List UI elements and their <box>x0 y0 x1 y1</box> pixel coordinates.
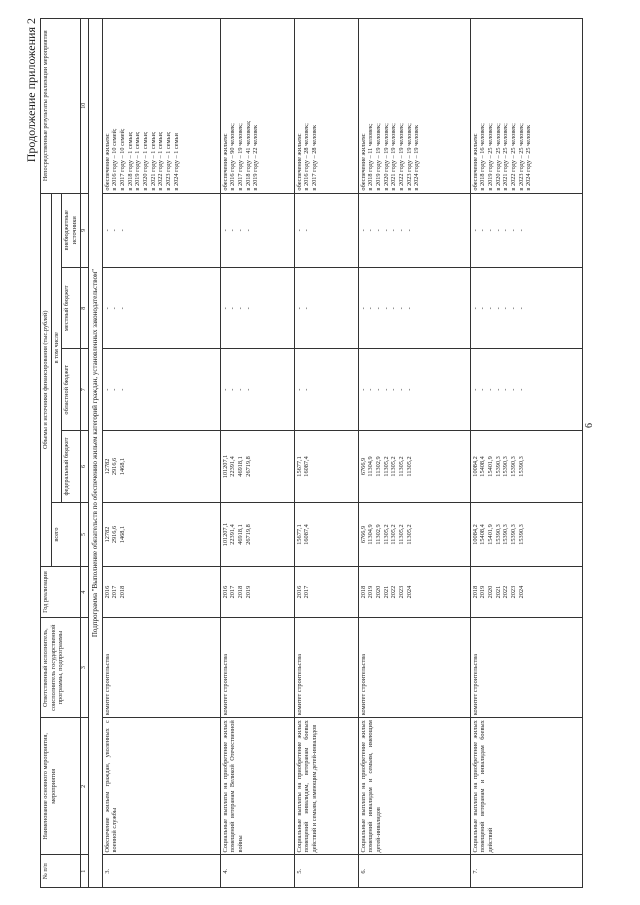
regional-value: - <box>359 388 367 391</box>
total-value: 101207,1 <box>221 522 229 547</box>
local-cell <box>294 268 358 349</box>
offbudget-value: - <box>390 229 398 232</box>
local-value: - <box>229 307 237 310</box>
result-line: обеспечение жильем: <box>471 133 479 191</box>
year-value: 2023 <box>509 585 517 599</box>
offbudget-value: - <box>479 229 487 232</box>
row-number: 4. <box>220 855 294 888</box>
total-value: 10084,2 <box>471 524 479 545</box>
results-cell <box>470 19 582 194</box>
federal-value: 11305,2 <box>390 456 398 477</box>
local-value: - <box>111 307 119 310</box>
year-value: 2018 <box>236 585 244 599</box>
year-value: 2019 <box>367 585 375 599</box>
offbudget-value: - <box>374 229 382 232</box>
total-value: 15390,3 <box>517 524 525 545</box>
federal-value: 26719,8 <box>244 456 252 477</box>
total-value: 11302,9 <box>374 524 382 545</box>
result-line: в 2020 году – 19 человек; <box>382 123 390 191</box>
federal-value: 15390,3 <box>517 456 525 477</box>
total-value: 46918,1 <box>236 524 244 545</box>
years-cell <box>294 566 358 617</box>
year-value: 2024 <box>517 585 525 599</box>
total-cell <box>470 503 582 567</box>
federal-value: 16087,4 <box>303 456 311 477</box>
federal-value: 11305,2 <box>405 456 413 477</box>
federal-value: 46918,1 <box>236 456 244 477</box>
offbudget-value: - <box>382 229 390 232</box>
result-line: в 2017 году – 19 человек; <box>236 123 244 191</box>
offbudget-value: - <box>236 229 244 232</box>
total-value: 2916,6 <box>111 525 119 544</box>
offbudget-value: - <box>118 229 126 232</box>
federal-value: 10084,2 <box>471 456 479 477</box>
regional-value: - <box>229 388 237 391</box>
table-row <box>358 19 470 888</box>
total-value: 15677,1 <box>295 524 303 545</box>
column-number: 5 <box>80 503 88 567</box>
header-local: местный бюджет <box>62 268 80 349</box>
table-row <box>102 19 220 888</box>
year-value: 2021 <box>494 585 502 599</box>
local-cell <box>220 268 294 349</box>
subprogram-row <box>89 19 103 888</box>
row-number: 6. <box>358 855 470 888</box>
federal-value: 11305,2 <box>382 456 390 477</box>
executor-name: комитет строительства <box>102 618 220 718</box>
offbudget-cell <box>102 193 220 268</box>
year-value: 2017 <box>229 585 237 599</box>
offbudget-value: - <box>517 229 525 232</box>
result-line: в 2018 году – 16 человек; <box>479 123 487 191</box>
table-row <box>294 19 358 888</box>
federal-value: 15401,9 <box>486 456 494 477</box>
local-value: - <box>390 307 398 310</box>
result-line: в 2021 году – 25 человек; <box>502 123 510 191</box>
federal-value: 15390,3 <box>509 456 517 477</box>
total-value: 12782 <box>103 526 111 543</box>
federal-cell <box>220 430 294 502</box>
regional-value: - <box>221 388 229 391</box>
result-line: в 2023 году – 19 человек; <box>405 123 413 191</box>
program-table <box>40 18 583 888</box>
regional-value: - <box>103 388 111 391</box>
regional-cell <box>102 349 220 430</box>
offbudget-value: - <box>111 229 119 232</box>
offbudget-cell <box>358 193 470 268</box>
total-cell <box>220 503 294 567</box>
total-value: 15401,9 <box>486 524 494 545</box>
years-cell <box>470 566 582 617</box>
result-line: в 2023 году – 25 человек; <box>517 123 525 191</box>
local-value: - <box>494 307 502 310</box>
regional-value: - <box>303 388 311 391</box>
result-line: в 2022 году – 25 человек; <box>509 123 517 191</box>
federal-value: 11302,9 <box>374 456 382 477</box>
offbudget-value: - <box>405 229 413 232</box>
offbudget-value: - <box>221 229 229 232</box>
result-line: в 2019 году – 25 человек; <box>486 123 494 191</box>
regional-value: - <box>405 388 413 391</box>
federal-cell <box>358 430 470 502</box>
local-value: - <box>103 307 111 310</box>
result-line: в 2018 году – 1 семьи; <box>126 131 134 191</box>
offbudget-value: - <box>244 229 252 232</box>
measure-name: Социальные выплаты на приобретение жилых помещений ветеранам Великой Отечественной войны <box>220 718 294 855</box>
header-name: Наименование основного мероприятия, мероприятия <box>41 718 81 855</box>
local-cell <box>470 268 582 349</box>
header-including: в том числе <box>51 193 62 502</box>
result-line: в 2016 году – 10 семей; <box>111 128 119 191</box>
offbudget-value: - <box>486 229 494 232</box>
regional-value: - <box>374 388 382 391</box>
result-line: в 2021 году – 19 человек; <box>390 123 398 191</box>
subprogram-title: Подпрограмма "Выполнение обязательств по обеспечению жильем категорий граждан, установленных законодательством" <box>89 19 103 888</box>
column-number: 2 <box>80 718 88 855</box>
offbudget-value: - <box>509 229 517 232</box>
row-number: 5. <box>294 855 358 888</box>
total-cell <box>294 503 358 567</box>
year-value: 2016 <box>103 585 111 599</box>
offbudget-value: - <box>494 229 502 232</box>
regional-value: - <box>118 388 126 391</box>
regional-cell <box>294 349 358 430</box>
executor-name: комитет строительства <box>470 618 582 718</box>
total-value: 6766,9 <box>359 525 367 544</box>
offbudget-value: - <box>502 229 510 232</box>
regional-cell <box>358 349 470 430</box>
offbudget-value: - <box>103 229 111 232</box>
total-cell <box>102 503 220 567</box>
total-value: 15390,3 <box>502 524 510 545</box>
local-value: - <box>303 307 311 310</box>
local-value: - <box>382 307 390 310</box>
local-value: - <box>244 307 252 310</box>
federal-value: 15390,3 <box>494 456 502 477</box>
local-value: - <box>118 307 126 310</box>
federal-value: 2916,6 <box>111 457 119 476</box>
result-line: в 2019 году – 22 человек <box>252 124 260 191</box>
federal-value: 15677,1 <box>295 456 303 477</box>
local-value: - <box>367 307 375 310</box>
federal-cell <box>470 430 582 502</box>
local-value: - <box>397 307 405 310</box>
local-cell <box>102 268 220 349</box>
federal-value: 11305,2 <box>397 456 405 477</box>
table-row <box>220 19 294 888</box>
year-value: 2018 <box>471 585 479 599</box>
result-line: в 2016 году – 28 человек; <box>303 123 311 191</box>
result-line: обеспечение жильем: <box>103 133 111 191</box>
result-line: в 2020 году – 25 человек; <box>494 123 502 191</box>
years-cell <box>102 566 220 617</box>
result-line: в 2024 году – 1 семьи <box>172 133 180 191</box>
column-number: 4 <box>80 566 88 617</box>
executor-name: комитет строительства <box>220 618 294 718</box>
offbudget-value: - <box>359 229 367 232</box>
result-line: в 2022 году – 19 человек; <box>397 123 405 191</box>
rotated-page <box>22 18 622 888</box>
local-value: - <box>471 307 479 310</box>
header-results: Непосредственные результаты реализации мероприятия <box>41 19 81 194</box>
offbudget-cell <box>294 193 358 268</box>
offbudget-value: - <box>303 229 311 232</box>
total-value: 11305,2 <box>390 524 398 545</box>
regional-cell <box>470 349 582 430</box>
federal-value: 22391,4 <box>229 456 237 477</box>
year-value: 2022 <box>390 585 398 599</box>
offbudget-value: - <box>471 229 479 232</box>
results-cell <box>294 19 358 194</box>
year-value: 2017 <box>111 585 119 599</box>
result-line: в 2017 году – 10 семей; <box>118 128 126 191</box>
column-number: 10 <box>80 19 88 194</box>
year-value: 2023 <box>397 585 405 599</box>
year-value: 2019 <box>479 585 487 599</box>
total-value: 22391,4 <box>229 524 237 545</box>
row-number: 3. <box>102 855 220 888</box>
regional-cell <box>220 349 294 430</box>
column-number: 1 <box>80 855 88 888</box>
regional-value: - <box>517 388 525 391</box>
regional-value: - <box>111 388 119 391</box>
column-number-row <box>80 19 88 888</box>
federal-cell <box>294 430 358 502</box>
page-number: 6 <box>584 423 595 428</box>
header-finance: Объемы и источники финансирования (тыс.рублей) <box>41 193 52 566</box>
header-num: № п/п <box>41 855 81 888</box>
result-line: в 2022 году – 1 семьи; <box>157 131 165 191</box>
column-number: 8 <box>80 268 88 349</box>
federal-value: 6766,9 <box>359 457 367 476</box>
measure-name: Социальные выплаты на приобретение жилых помещений ветеранам и инвалидам боевых действий <box>470 718 582 855</box>
executor-name: комитет строительства <box>294 618 358 718</box>
total-value: 1468,1 <box>118 525 126 544</box>
year-value: 2022 <box>502 585 510 599</box>
federal-value: 15408,4 <box>479 456 487 477</box>
offbudget-cell <box>470 193 582 268</box>
regional-value: - <box>390 388 398 391</box>
local-value: - <box>405 307 413 310</box>
federal-cell <box>102 430 220 502</box>
total-value: 11304,9 <box>367 524 375 545</box>
regional-value: - <box>236 388 244 391</box>
local-value: - <box>509 307 517 310</box>
regional-value: - <box>382 388 390 391</box>
years-cell <box>220 566 294 617</box>
offbudget-value: - <box>367 229 375 232</box>
year-value: 2016 <box>295 585 303 599</box>
regional-value: - <box>509 388 517 391</box>
regional-value: - <box>471 388 479 391</box>
local-value: - <box>517 307 525 310</box>
total-value: 16087,4 <box>303 524 311 545</box>
total-value: 11305,2 <box>397 524 405 545</box>
result-line: в 2019 году – 1 семьи; <box>134 131 142 191</box>
year-value: 2021 <box>382 585 390 599</box>
results-cell <box>102 19 220 194</box>
total-value: 11305,2 <box>382 524 390 545</box>
executor-name: комитет строительства <box>358 618 470 718</box>
result-line: в 2020 году – 1 семьи; <box>141 131 149 191</box>
result-line: обеспечение жильем: <box>221 133 229 191</box>
header-row <box>41 19 52 888</box>
federal-value: 101207,1 <box>221 454 229 479</box>
header-year: Год реализации <box>41 566 81 617</box>
results-cell <box>358 19 470 194</box>
local-value: - <box>295 307 303 310</box>
year-value: 2018 <box>118 585 126 599</box>
appendix-caption: Продолжение приложения 2 <box>24 18 38 163</box>
result-line: в 2021 году – 1 семьи; <box>149 131 157 191</box>
row-number: 7. <box>470 855 582 888</box>
total-value: 15390,3 <box>494 524 502 545</box>
regional-value: - <box>367 388 375 391</box>
year-value: 2018 <box>359 585 367 599</box>
regional-value: - <box>494 388 502 391</box>
offbudget-value: - <box>397 229 405 232</box>
year-value: 2020 <box>486 585 494 599</box>
column-number: 6 <box>80 430 88 502</box>
header-offbudget: внебюджетные источники <box>62 193 80 268</box>
local-value: - <box>221 307 229 310</box>
header-federal: федеральный бюджет <box>62 430 80 502</box>
table-row <box>470 19 582 888</box>
local-value: - <box>479 307 487 310</box>
measure-name: Обеспечение жильем граждан, уволенных с военной службы <box>102 718 220 855</box>
regional-value: - <box>244 388 252 391</box>
federal-value: 12782 <box>103 458 111 475</box>
offbudget-value: - <box>295 229 303 232</box>
federal-value: 1468,1 <box>118 457 126 476</box>
column-number: 3 <box>80 618 88 718</box>
local-value: - <box>374 307 382 310</box>
total-value: 15408,4 <box>479 524 487 545</box>
column-number: 9 <box>80 193 88 268</box>
total-value: 11305,2 <box>405 524 413 545</box>
result-line: обеспечение жильем: <box>359 133 367 191</box>
header-total: всего <box>51 503 80 567</box>
results-cell <box>220 19 294 194</box>
federal-value: 11304,9 <box>367 456 375 477</box>
offbudget-cell <box>220 193 294 268</box>
local-cell <box>358 268 470 349</box>
regional-value: - <box>397 388 405 391</box>
offbudget-value: - <box>229 229 237 232</box>
result-line: в 2018 году – 41 человека; <box>244 120 252 191</box>
result-line: в 2018 году – 11 человек; <box>367 123 375 191</box>
result-line: в 2024 году – 25 человек <box>525 124 533 191</box>
years-cell <box>358 566 470 617</box>
regional-value: - <box>479 388 487 391</box>
regional-value: - <box>502 388 510 391</box>
year-value: 2016 <box>221 585 229 599</box>
result-line: в 2019 году – 19 человек; <box>374 123 382 191</box>
local-value: - <box>486 307 494 310</box>
total-value: 15390,3 <box>509 524 517 545</box>
year-value: 2017 <box>303 585 311 599</box>
result-line: в 2023 году – 1 семьи; <box>164 131 172 191</box>
table-body <box>102 19 582 888</box>
year-value: 2019 <box>244 585 252 599</box>
local-value: - <box>502 307 510 310</box>
federal-value: 15390,3 <box>502 456 510 477</box>
result-line: в 2016 году – 90 человек; <box>229 123 237 191</box>
year-value: 2020 <box>374 585 382 599</box>
header-regional: областной бюджет <box>62 349 80 430</box>
result-line: в 2024 году – 19 человек <box>413 124 421 191</box>
column-number: 7 <box>80 349 88 430</box>
total-cell <box>358 503 470 567</box>
local-value: - <box>359 307 367 310</box>
regional-value: - <box>295 388 303 391</box>
measure-name: Социальные выплаты на приобретение жилых помещений инвалидам и семьям, имеющим детей-инвалидов <box>358 718 470 855</box>
result-line: обеспечение жильем: <box>295 133 303 191</box>
header-executor: Ответственный исполнитель, соисполнитель государственной программы, подпрограммы <box>41 618 81 718</box>
result-line: в 2017 году – 28 человек <box>310 124 318 191</box>
regional-value: - <box>486 388 494 391</box>
total-value: 26719,8 <box>244 524 252 545</box>
local-value: - <box>236 307 244 310</box>
year-value: 2024 <box>405 585 413 599</box>
measure-name: Социальные выплаты на приобретение жилых помещений инвалидам, ветеранам боевых действий и семьям, имеющим детей-инвалидов <box>294 718 358 855</box>
